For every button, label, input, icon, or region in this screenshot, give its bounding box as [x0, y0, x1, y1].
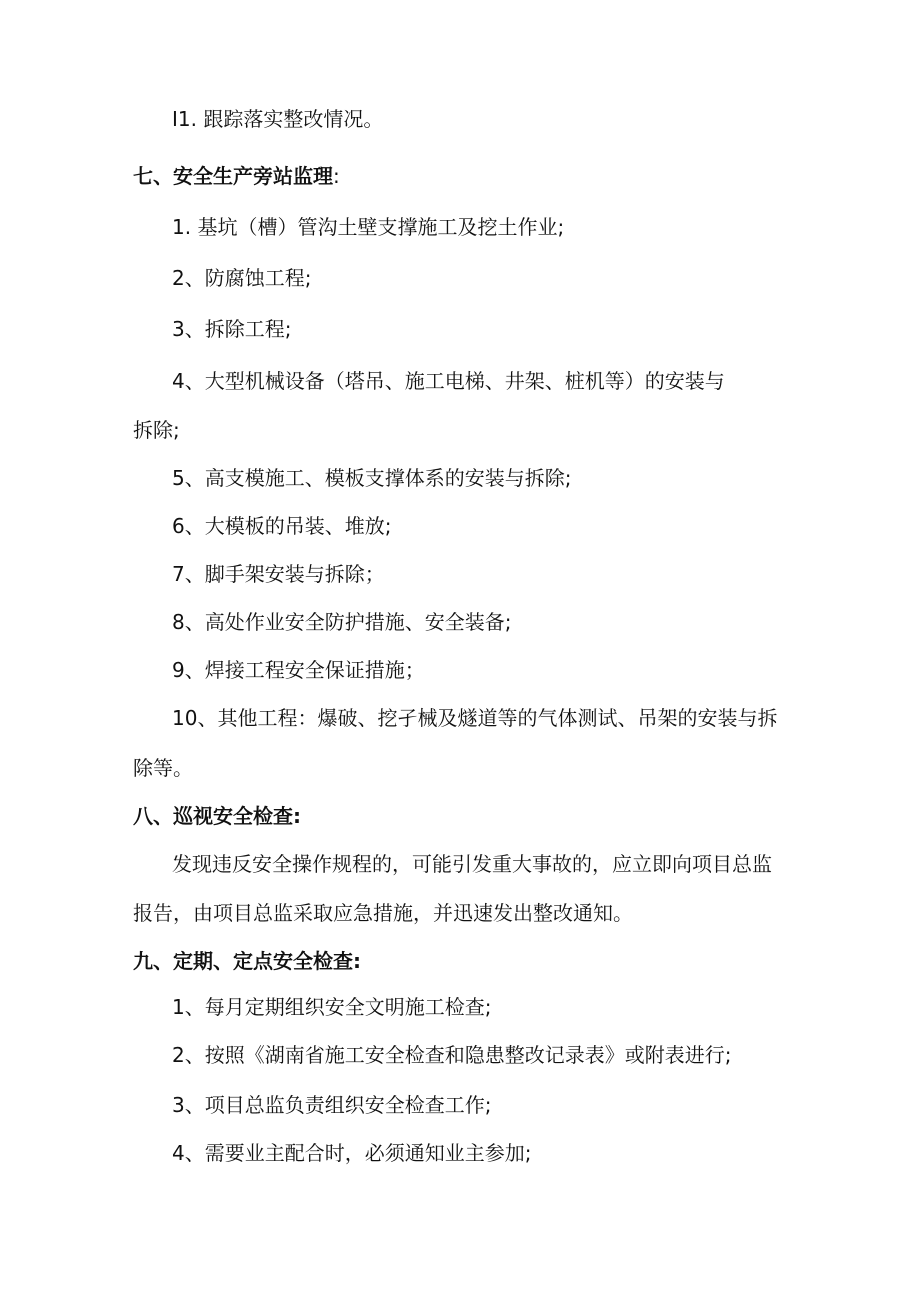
section-9-item-1: 1、每月定期组织安全文明施工检查; [172, 995, 492, 1019]
section-9-item-4: 4、需要业主配合时，必须通知业主参加; [172, 1141, 532, 1165]
section-7-title: 七、安全生产旁站监理 [133, 164, 333, 188]
section-7-item-5: 5、高支模施工、模板支撑体系的安装与拆除; [172, 466, 572, 490]
section-7-item-3: 3、拆除工程; [172, 317, 292, 341]
section-9-item-2: 2、按照《湖南省施工安全检查和隐患整改记录表》或附表进行; [172, 1043, 732, 1067]
section-7-item-4-continued: 拆除; [133, 418, 180, 442]
section-8-paragraph-line-2: 报告，由项目总监采取应急措施，并迅速发出整改通知。 [133, 901, 633, 925]
section-8-paragraph-line-1: 发现违反安全操作规程的，可能引发重大事故的，应立即向项目总监 [172, 852, 772, 876]
section-9-item-3: 3、项目总监负责组织安全检查工作; [172, 1093, 492, 1117]
section-7-item-2: 2、防腐蚀工程; [172, 266, 312, 290]
section-7-item-8: 8、高处作业安全防护措施、安全装备; [172, 610, 512, 634]
section-7-item-4: 4、大型机械设备（塔吊、施工电梯、井架、桩机等）的安装与 [172, 369, 725, 393]
section-8-title: 八、巡视安全检查: [133, 804, 301, 828]
section-7-heading [133, 164, 340, 188]
section-7-item-6: 6、大模板的吊装、堆放; [172, 514, 392, 538]
section-7-item-7: 7、脚手架安装与拆除； [172, 562, 385, 586]
section-7-colon: : [333, 164, 340, 188]
section-7-item-1: 1. 基坑（槽）管沟土壁支撑施工及挖土作业; [172, 215, 565, 239]
section-7-item-10-continued: 除等。 [133, 756, 193, 780]
section-7-item-10: 10、其他工程：爆破、挖孑械及燧道等的气体测试、吊架的安装与拆 [172, 706, 778, 730]
section-9-title: 九、定期、定点安全检查: [133, 949, 361, 973]
item-11-text: I1. 跟踪落实整改情况。 [172, 107, 384, 131]
section-7-item-9: 9、焊接工程安全保证措施； [172, 658, 425, 682]
